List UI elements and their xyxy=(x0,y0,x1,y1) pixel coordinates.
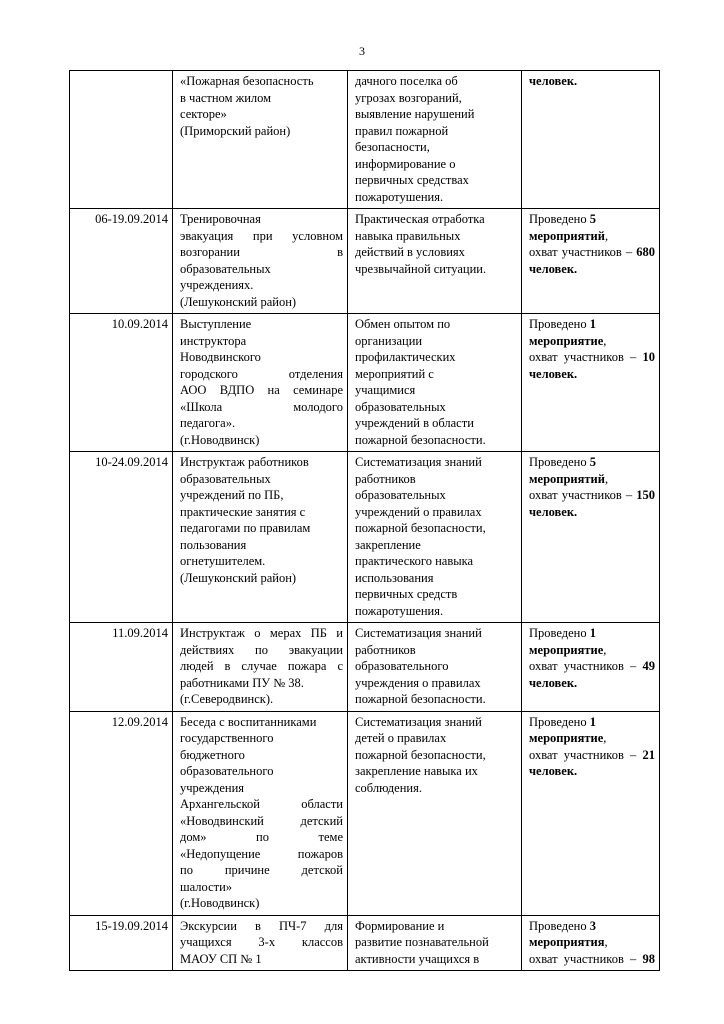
result-participants: 10 xyxy=(642,350,655,364)
goal-line: образовательных xyxy=(355,399,446,414)
goal-line: Обмен опытом по xyxy=(355,317,451,331)
result-line: мероприятие, xyxy=(529,642,607,657)
goal-line: дачного поселка об xyxy=(355,74,458,88)
event-line: эвакуация при условном xyxy=(180,228,343,243)
result-participants: 680 xyxy=(636,245,655,259)
event-line: Новодвинского xyxy=(180,350,261,364)
event-line: «Недопущение пожаров xyxy=(180,846,343,861)
page-number: 3 xyxy=(359,44,365,58)
result-unit: мероприятие xyxy=(529,731,604,745)
event-line: в частном жилом xyxy=(180,90,272,105)
goal-line: Формирование и xyxy=(355,918,445,933)
event-date: 06-19.09.2014 xyxy=(70,209,173,314)
result-line xyxy=(529,244,655,261)
event-line: по причине детской xyxy=(180,863,343,877)
event-line: (Лешуконский район) xyxy=(180,294,297,309)
events-table xyxy=(69,70,660,971)
event-description xyxy=(173,915,348,971)
event-date: 15-19.09.2014 xyxy=(70,915,173,971)
table-row xyxy=(70,452,660,623)
goal-line: первичных средств xyxy=(355,587,458,601)
event-line: педагога». xyxy=(180,416,236,430)
goal-line: активности учащихся в xyxy=(355,951,480,966)
event-line: АОО ВДПО на семинаре xyxy=(180,383,343,397)
table-row xyxy=(70,623,660,712)
goal-line: учреждений в области xyxy=(355,416,474,430)
event-description xyxy=(173,314,348,452)
event-result xyxy=(522,209,660,314)
event-line: учреждениях. xyxy=(180,278,254,292)
event-line: учреждения xyxy=(180,780,245,795)
result-lead: Проведено xyxy=(529,626,590,640)
event-line: учреждений по ПБ, xyxy=(180,488,284,502)
result-line xyxy=(529,951,655,968)
event-description xyxy=(173,711,348,915)
table-row xyxy=(70,314,660,452)
event-line: шалости» xyxy=(180,879,233,894)
event-goal xyxy=(348,209,522,314)
events-table-body xyxy=(70,71,660,971)
event-goal xyxy=(348,314,522,452)
goal-line: мероприятий с xyxy=(355,366,434,381)
event-line: дом» по теме xyxy=(180,830,343,844)
event-line: «Школа молодого xyxy=(180,399,343,414)
event-date: 10.09.2014 xyxy=(70,314,173,452)
result-lead: Проведено xyxy=(529,455,590,469)
result-lead: Проведено xyxy=(529,714,590,729)
result-lead: Проведено xyxy=(529,317,590,331)
result-count: 1 xyxy=(589,626,596,640)
result-participants: 150 xyxy=(636,488,655,502)
goal-line: выявление нарушений xyxy=(355,107,475,121)
event-result xyxy=(522,314,660,452)
result-tail: человек. xyxy=(529,366,578,381)
result-participants: 49 xyxy=(642,659,655,673)
result-line xyxy=(529,261,655,278)
goal-line: пожаротушения. xyxy=(355,603,444,618)
event-result xyxy=(522,623,660,712)
event-result xyxy=(522,711,660,915)
result-line xyxy=(529,918,655,935)
result-line: мероприятий, xyxy=(529,228,609,243)
table-row xyxy=(70,711,660,915)
event-goal xyxy=(348,452,522,623)
event-result xyxy=(522,452,660,623)
result-line: мероприятия, xyxy=(529,935,608,949)
result-unit: мероприятие xyxy=(529,642,604,657)
goal-line: образовательного xyxy=(355,659,449,673)
event-line: Экскурсии в ПЧ-7 для xyxy=(180,918,343,933)
event-line: действиях по эвакуации xyxy=(180,642,343,657)
event-line: бюджетного xyxy=(180,747,245,762)
result-line xyxy=(529,504,655,521)
goal-line: Систематизация знаний xyxy=(355,714,482,729)
result-line xyxy=(529,763,655,780)
goal-line: правил пожарной xyxy=(355,123,449,138)
event-goal xyxy=(348,711,522,915)
event-line: людей в случае пожара с xyxy=(180,659,343,673)
result-line xyxy=(529,211,655,228)
table-row xyxy=(70,209,660,314)
event-line: (г.Новодвинск) xyxy=(180,432,260,447)
event-line: секторе» xyxy=(180,107,227,121)
result-coverage-label: охват участников – xyxy=(529,659,643,673)
event-line: «Пожарная безопасность xyxy=(180,74,314,88)
result-count: 3 xyxy=(589,918,596,933)
goal-line: информирование о xyxy=(355,156,456,171)
result-tail: человек. xyxy=(529,504,578,519)
result-coverage-label: охват участников – xyxy=(529,488,637,502)
event-line: МАОУ СП № 1 xyxy=(180,951,262,966)
event-date: 12.09.2014 xyxy=(70,711,173,915)
event-description xyxy=(173,452,348,623)
goal-line: чрезвычайной ситуации. xyxy=(355,261,487,276)
event-description xyxy=(173,71,348,209)
event-line: Архангельской области xyxy=(180,797,343,811)
result-participants: 21 xyxy=(642,747,655,762)
table-row xyxy=(70,71,660,209)
event-line: образовательных xyxy=(180,471,271,486)
event-line: (Лешуконский район) xyxy=(180,570,297,585)
goal-line: первичных средствах xyxy=(355,173,469,187)
result-line xyxy=(529,747,655,764)
event-goal xyxy=(348,915,522,971)
goal-line: учреждений о правилах xyxy=(355,504,482,519)
event-line: образовательных xyxy=(180,261,271,276)
result-line xyxy=(529,454,655,471)
result-line xyxy=(529,487,655,504)
event-date xyxy=(70,71,173,209)
goal-line: учреждения о правилах xyxy=(355,675,481,690)
result-line: мероприятий, xyxy=(529,471,609,486)
goal-line: практического навыка xyxy=(355,554,474,568)
event-line: Тренировочная xyxy=(180,212,261,226)
event-line: огнетушителем. xyxy=(180,554,266,568)
goal-line: профилактических xyxy=(355,350,456,364)
goal-line: безопасности, xyxy=(355,140,430,154)
result-lead: Проведено xyxy=(529,212,590,226)
result-unit: мероприятий xyxy=(529,471,605,486)
goal-line: Систематизация знаний xyxy=(355,455,482,469)
goal-line: детей о правилах xyxy=(355,731,447,745)
result-coverage-label: охват участников – xyxy=(529,951,643,966)
goal-line: Систематизация знаний xyxy=(355,626,482,640)
result-coverage-label: охват участников – xyxy=(529,245,637,259)
event-goal xyxy=(348,623,522,712)
event-line: (г.Северодвинск). xyxy=(180,692,274,706)
event-description xyxy=(173,209,348,314)
result-coverage-label: охват участников – xyxy=(529,747,643,762)
result-count: 1 xyxy=(589,714,596,729)
goal-line: работников xyxy=(355,642,416,657)
goal-line: образовательных xyxy=(355,488,446,502)
result-count: 5 xyxy=(589,455,596,469)
event-line: (г.Новодвинск) xyxy=(180,896,260,910)
goal-line: пожаротушения. xyxy=(355,189,444,204)
goal-line: соблюдения. xyxy=(355,780,422,795)
event-line: городского отделения xyxy=(180,366,343,381)
goal-line: развитие познавательной xyxy=(355,935,489,949)
result-line: мероприятие, xyxy=(529,333,607,348)
event-description xyxy=(173,623,348,712)
result-line xyxy=(529,658,655,675)
goal-line: угрозах возгораний, xyxy=(355,90,462,105)
goal-line: пожарной безопасности. xyxy=(355,692,486,706)
result-line: мероприятие, xyxy=(529,731,607,745)
result-line xyxy=(529,366,655,383)
event-date: 10-24.09.2014 xyxy=(70,452,173,623)
result-unit: мероприятия xyxy=(529,935,605,949)
result-line xyxy=(529,714,655,731)
event-line: работниками ПУ № 38. xyxy=(180,675,304,690)
result-lead: Проведено xyxy=(529,918,590,933)
goal-line: пожарной безопасности. xyxy=(355,432,486,447)
event-result xyxy=(522,915,660,971)
event-line: педагогами по правилам xyxy=(180,521,311,535)
goal-line: учащимися xyxy=(355,383,416,397)
result-line xyxy=(529,625,655,642)
result-count: 5 xyxy=(589,212,596,226)
event-result xyxy=(522,71,660,209)
event-line: инструктора xyxy=(180,333,247,348)
event-line: учащихся 3-х классов xyxy=(180,935,343,949)
result-unit: мероприятие xyxy=(529,333,604,348)
goal-line: организации xyxy=(355,333,423,348)
result-tail: человек. xyxy=(529,261,578,276)
result-participants: 98 xyxy=(642,951,655,966)
event-line: возгорании в xyxy=(180,245,343,259)
event-line: Выступление xyxy=(180,317,252,331)
result-tail: человек. xyxy=(529,74,578,88)
table-row xyxy=(70,915,660,971)
event-line: пользования xyxy=(180,537,247,552)
goal-line: закрепление навыка их xyxy=(355,764,478,778)
goal-line: навыка правильных xyxy=(355,228,461,243)
result-tail: человек. xyxy=(529,764,578,778)
event-line: Беседа с воспитанниками xyxy=(180,714,317,729)
event-line: образовательного xyxy=(180,764,274,778)
goal-line: Практическая отработка xyxy=(355,212,485,226)
goal-line: работников xyxy=(355,471,416,486)
result-coverage-label: охват участников – xyxy=(529,350,643,364)
event-line: Инструктаж о мерах ПБ и xyxy=(180,626,343,640)
goal-line: использования xyxy=(355,570,434,585)
goal-line: закрепление xyxy=(355,537,421,552)
result-line xyxy=(529,73,655,90)
goal-line: пожарной безопасности, xyxy=(355,521,486,535)
result-line xyxy=(529,349,655,366)
event-line: (Приморский район) xyxy=(180,123,291,138)
event-line: Инструктаж работников xyxy=(180,455,309,469)
goal-line: действий в условиях xyxy=(355,245,465,259)
event-line: «Новодвинский детский xyxy=(180,813,343,828)
result-tail: человек. xyxy=(529,675,578,690)
result-line xyxy=(529,675,655,692)
event-goal xyxy=(348,71,522,209)
result-line xyxy=(529,316,655,333)
result-unit: мероприятий xyxy=(529,228,605,243)
event-line: практические занятия с xyxy=(180,504,306,519)
goal-line: пожарной безопасности, xyxy=(355,747,486,762)
event-line: государственного xyxy=(180,731,274,745)
event-date: 11.09.2014 xyxy=(70,623,173,712)
result-count: 1 xyxy=(589,317,596,331)
